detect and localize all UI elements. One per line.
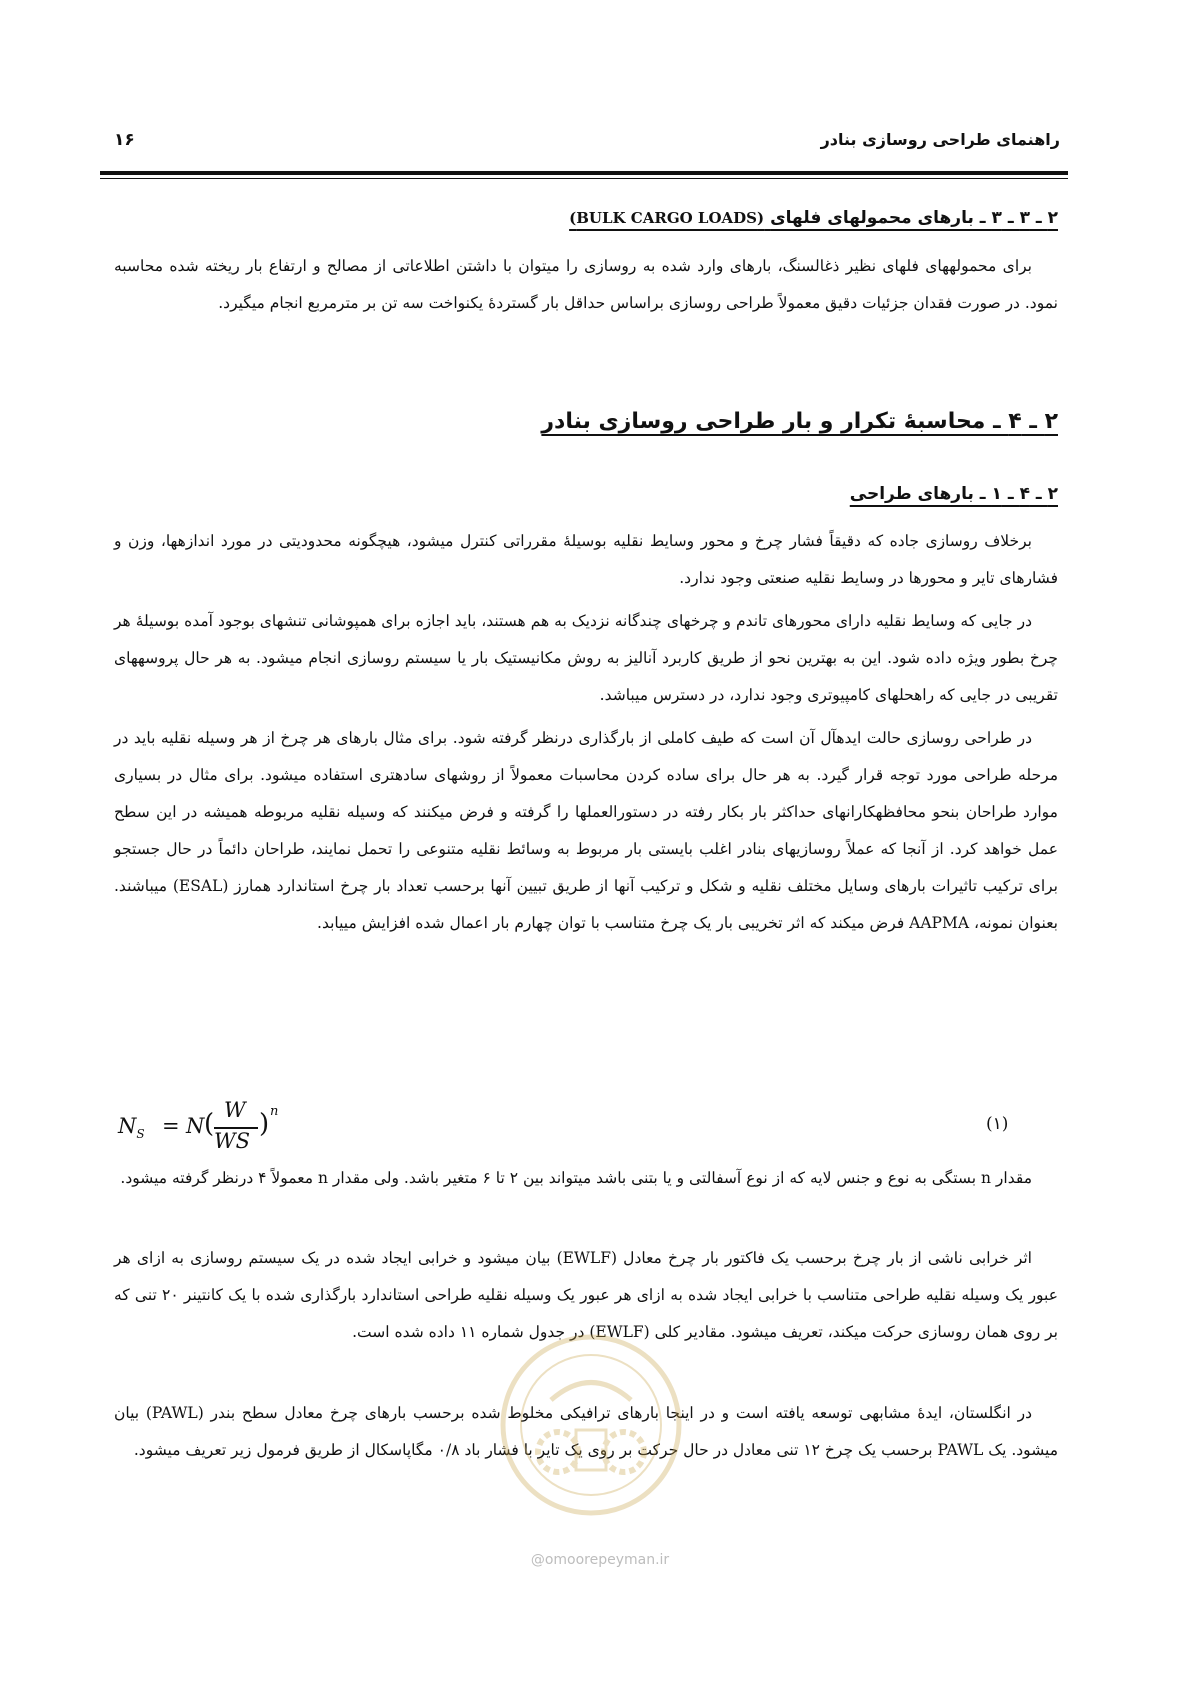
section-2-3-3-heading	[114, 203, 1058, 233]
paragraph-ewlf: اثر خرابی ناشی از بار چرخ برحسب یک فاکتور بار چرخ معادل (EWLF) بیان میشود و خرابی ایجاد شده در یک سیستم روسازی به ازای هر عبور یک وسیله نقلیه طراحی متناسب با خرابی ایجاد شده به ازای هر عبور یک وسیله نقلیه طراحی استاندارد بارگذاری شده با یک کانتینر ۲۰ تنی که بر روی همان روسازی حرکت میکند، تعریف میشود. مقادیر کلی (EWLF) در جدول شماره ۱۱ داده شده است.	[114, 1249, 1058, 1341]
paragraph-road-pavement: برخلاف روسازی جاده که دقیقاً فشار چرخ و محور وسایط نقلیه بوسیلهٔ مقرراتی کنترل میشود، هیچگونه محدودیتی در مورد اندازهها، وزن و فشارهای تایر و محورها در وسایط نقلیه صنعتی وجود ندارد.	[114, 532, 1058, 587]
equation-exponent: n	[270, 1104, 279, 1119]
section-2-3-3-heading-latin: (BULK CARGO LOADS)	[569, 209, 765, 227]
equation-open-paren: (	[204, 1109, 215, 1139]
equation-number: (۱)	[986, 1114, 1009, 1134]
section-2-4-heading-text: ۲ ـ ۴ ـ محاسبهٔ تکرار و بار طراحی روسازی بنادر	[541, 409, 1058, 434]
equation-numerator: W	[224, 1098, 246, 1122]
section-2-4-heading	[114, 405, 1058, 439]
paragraph-pawl: در انگلستان، ایدهٔ مشابهی توسعه یافته است و در اینجا بارهای ترافیکی مخلوط شده برحسب بارهای چرخ معادل سطح بندر (PAWL) بیان میشود. یک PAWL برحسب یک چرخ ۱۲ تنی معادل در حال حرکت بر روی یک تایر با فشار باد ۰/۸ مگاپاسکال از طریق فرمول زیر تعریف میشود.	[114, 1404, 1058, 1459]
equation-lhs: $N_S$	[118, 1114, 145, 1142]
watermark-url: @omoorepeyman.ir	[530, 1552, 670, 1568]
equation-equals: =	[162, 1114, 180, 1138]
equation-close-paren: )	[259, 1109, 270, 1139]
equation-ns	[118, 1096, 318, 1160]
equation-coefficient: N	[186, 1114, 205, 1138]
section-2-4-1-heading	[114, 479, 1058, 509]
page-number: ۱۶	[114, 130, 135, 150]
section-2-3-3-paragraph: برای محمولههای فلهای نظیر ذغالسنگ، بارهای وارد شده به روسازی را میتوان با داشتن اطلاعاتی از مصالح و ارتفاع بار ریخته شده محاسبه نمود. در صورت فقدان جزئیات دقیق معمولاً طراحی روسازی براساس حداقل بار گستردهٔ یکنواخت سه تن بر مترمربع انجام میگیرد.	[114, 257, 1058, 312]
section-2-3-3-heading-persian: ۲ ـ ۳ ـ ۳ ـ بارهای محمولهای فلهای	[770, 208, 1058, 228]
equation-lhs-subscript: S	[136, 1127, 145, 1142]
running-title: راهنمای طراحی روسازی بنادر	[820, 130, 1060, 149]
paragraph-ideal-design: در طراحی روسازی حالت ایدهآل آن است که طیف کاملی از بارگذاری درنظر گرفته شود. برای مثال بارهای هر چرخ از هر وسیله نقلیه باید در مرحله طراحی مورد توجه قرار گیرد. به هر حال برای ساده کردن محاسبات معمولاً از روشهای سادهتری استفاده میشود. برای مثال در بسیاری موارد طراحان بنحو محافظهکارانهای حداکثر بار بکار رفته در دستورالعملها را گرفته و فرض میکنند که وسیله نقلیه مربوطه همیشه در این سطح عمل خواهد کرد. از آنجا که عملاً روسازیهای بنادر اغلب بایستی بار مربوط به وسائط نقلیه متنوعی را تحمل نمایند، طراحان دائماً در حال جستجو برای ترکیب تاثیرات بارهای وسایل مختلف نقلیه و شکل و ترکیب آنها از طریق تبیین آنها برحسب تعداد بار چرخ استاندارد همارز (ESAL) میباشند. بعنوان نمونه، AAPMA فرض میکند که اثر تخریبی بار یک چرخ متناسب با توان چهارم بار اعمال شده افزایش مییابد.	[114, 729, 1058, 932]
equation-denominator: WS	[214, 1129, 250, 1153]
paragraph-tandem-axles: در جایی که وسایط نقلیه دارای محورهای تاندم و چرخهای چندگانه نزدیک به هم هستند، باید اجازه برای همپوشانی تنشهای بوجود آمده بوسیلهٔ هر چرخ بطور ویژه داده شود. این به بهترین نحو از طریق کاربرد آنالیز به روش مکانیستیک بار یا سیستم روسازی انجام میشود. به هر حال پروسههای تقریبی در جایی که راهحلهای کامپیوتری وجود ندارد، در دسترس میباشد.	[114, 612, 1058, 704]
paragraph-n-value: مقدار n بستگی به نوع و جنس لایه که از نوع آسفالتی و یا بتنی باشد میتواند بین ۲ تا ۶ متغیر باشد. ولی مقدار n معمولاً ۴ درنظر گرفته میشود.	[120, 1169, 1032, 1187]
watermark-logo	[496, 1330, 686, 1520]
section-2-4-1-heading-text: ۲ ـ ۴ ـ ۱ ـ بارهای طراحی	[849, 484, 1058, 504]
